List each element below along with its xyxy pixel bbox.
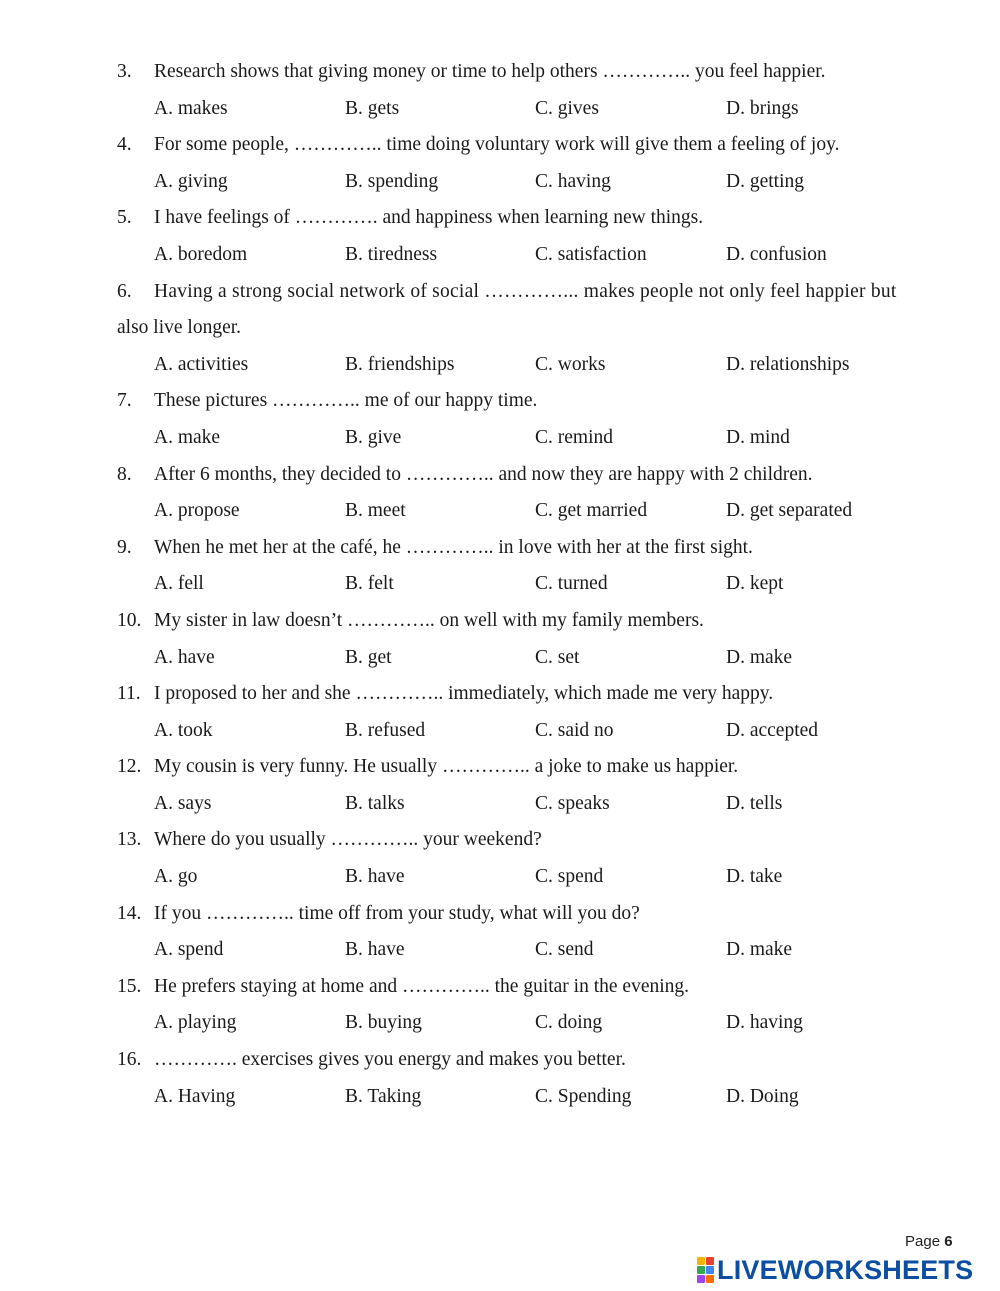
option-c[interactable]: C. satisfaction [535, 243, 647, 265]
question-12 [117, 749, 957, 786]
question-number: 13. [117, 829, 142, 851]
option-c[interactable]: C. spend [535, 866, 604, 888]
option-b[interactable]: B. have [345, 939, 405, 961]
option-b[interactable]: B. get [345, 646, 392, 668]
option-d[interactable]: D. accepted [726, 719, 819, 741]
question-number: 11. [117, 683, 141, 705]
question-number: 15. [117, 975, 142, 997]
option-d[interactable]: D. kept [726, 573, 784, 595]
option-a[interactable]: A. boredom [154, 243, 248, 265]
brand-name: LIVEWORKSHEETS [717, 1254, 974, 1285]
option-c[interactable]: C. Spending [535, 1085, 632, 1107]
liveworksheets-logo [697, 1254, 973, 1286]
question-4 [117, 127, 957, 164]
option-b[interactable]: B. talks [345, 792, 405, 814]
question-text: I proposed to her and she ………….. immediately, which made me very happy. [154, 683, 774, 705]
option-d[interactable]: D. mind [726, 426, 790, 448]
option-b[interactable]: B. have [345, 866, 405, 888]
question-text: If you ………….. time off from your study, what will you do? [154, 902, 640, 924]
option-d[interactable]: D. brings [726, 97, 799, 119]
option-a[interactable]: A. make [154, 426, 221, 448]
question-15 [117, 969, 957, 1006]
question-text: For some people, ………….. time doing voluntary work will give them a feeling of joy. [154, 134, 840, 156]
question-3 [117, 54, 957, 91]
option-c[interactable]: C. remind [535, 426, 613, 448]
question-16 [117, 1042, 957, 1079]
option-a[interactable]: A. fell [154, 573, 204, 595]
option-c[interactable]: C. gives [535, 97, 599, 119]
options-4 [117, 164, 957, 201]
options-8 [117, 493, 957, 530]
option-d[interactable]: D. get separated [726, 500, 853, 522]
question-number: 10. [117, 609, 142, 631]
option-d[interactable]: D. relationships [726, 353, 850, 375]
option-d[interactable]: D. tells [726, 792, 783, 814]
options-16 [117, 1079, 957, 1116]
question-text: My cousin is very funny. He usually ………….. a joke to make us happier. [154, 756, 739, 778]
question-text-line-2: also live longer. [117, 317, 242, 339]
option-c[interactable]: C. works [535, 353, 606, 375]
option-b[interactable]: B. spending [345, 170, 439, 192]
option-b[interactable]: B. give [345, 426, 402, 448]
option-d[interactable]: D. Doing [726, 1085, 799, 1107]
options-9 [117, 566, 957, 603]
option-b[interactable]: B. Taking [345, 1085, 422, 1107]
question-number: 3. [117, 61, 132, 82]
question-7 [117, 383, 957, 420]
question-number: 14. [117, 902, 142, 924]
option-c[interactable]: C. speaks [535, 792, 610, 814]
option-b[interactable]: B. meet [345, 500, 406, 522]
question-number: 7. [117, 390, 132, 412]
option-a[interactable]: A. activities [154, 353, 249, 375]
question-text: He prefers staying at home and ………….. the guitar in the evening. [154, 975, 690, 997]
page-number: 6 [944, 1233, 953, 1250]
question-6 [117, 274, 957, 311]
options-12 [117, 786, 957, 823]
liveworksheets-blocks-icon [697, 1257, 714, 1283]
option-d[interactable]: D. take [726, 866, 783, 888]
options-7 [117, 420, 957, 457]
question-text: …………. exercises gives you energy and makes you better. [154, 1049, 626, 1071]
option-c[interactable]: C. said no [535, 719, 614, 741]
option-b[interactable]: B. tiredness [345, 243, 438, 265]
question-number: 12. [117, 756, 142, 778]
option-d[interactable]: D. getting [726, 170, 804, 192]
options-15 [117, 1005, 957, 1042]
page-label: Page [905, 1233, 941, 1250]
options-10 [117, 640, 957, 677]
page-indicator [905, 1233, 953, 1250]
option-b[interactable]: B. felt [345, 573, 394, 595]
option-c[interactable]: C. get married [535, 500, 648, 522]
question-13 [117, 822, 957, 859]
option-b[interactable]: B. gets [345, 97, 400, 119]
options-14 [117, 932, 957, 969]
option-c[interactable]: C. having [535, 170, 611, 192]
option-b[interactable]: B. buying [345, 1012, 422, 1034]
option-a[interactable]: A. says [154, 792, 212, 814]
question-6-continued [117, 310, 957, 347]
question-text: Where do you usually ………….. your weekend? [154, 829, 542, 851]
options-11 [117, 713, 957, 750]
option-a[interactable]: A. spend [154, 939, 224, 961]
question-14 [117, 896, 957, 933]
question-5 [117, 200, 957, 237]
question-number: 16. [117, 1049, 142, 1071]
question-text: Having a strong social network of social …………... makes people not only feel happier but [154, 280, 897, 302]
option-a[interactable]: A. giving [154, 170, 228, 192]
question-text: I have feelings of …………. and happiness when learning new things. [154, 207, 704, 229]
option-c[interactable]: C. set [535, 646, 580, 668]
option-a[interactable]: A. Having [154, 1085, 236, 1107]
option-c[interactable]: C. doing [535, 1012, 603, 1034]
question-text: When he met her at the café, he ………….. in love with her at the first sight. [154, 536, 753, 558]
option-a[interactable]: A. makes [154, 97, 228, 119]
options-3 [117, 91, 957, 128]
option-b[interactable]: B. friendships [345, 353, 455, 375]
question-text: After 6 months, they decided to ………….. and now they are happy with 2 children. [154, 463, 813, 485]
option-d[interactable]: D. make [726, 646, 793, 668]
question-text: Research shows that giving money or time to help others ………….. you feel happier. [154, 61, 826, 82]
question-number: 6. [117, 280, 132, 302]
question-8 [117, 457, 957, 494]
question-text: These pictures ………….. me of our happy time. [154, 390, 538, 412]
option-c[interactable]: C. send [535, 939, 594, 961]
question-number: 5. [117, 207, 132, 229]
option-a[interactable]: A. go [154, 866, 198, 888]
option-c[interactable]: C. turned [535, 573, 608, 595]
option-a[interactable]: A. have [154, 646, 215, 668]
question-text: My sister in law doesn’t ………….. on well with my family members. [154, 609, 704, 631]
option-d[interactable]: D. having [726, 1012, 803, 1034]
question-number: 8. [117, 463, 132, 485]
question-11 [117, 676, 957, 713]
option-a[interactable]: A. playing [154, 1012, 237, 1034]
question-number: 9. [117, 536, 132, 558]
option-d[interactable]: D. make [726, 939, 793, 961]
question-9 [117, 530, 957, 567]
question-number: 4. [117, 134, 132, 156]
option-b[interactable]: B. refused [345, 719, 426, 741]
options-6 [117, 347, 957, 384]
options-13 [117, 859, 957, 896]
option-a[interactable]: A. propose [154, 500, 240, 522]
question-10 [117, 603, 957, 640]
option-d[interactable]: D. confusion [726, 243, 827, 265]
options-5 [117, 237, 957, 274]
option-a[interactable]: A. took [154, 719, 213, 741]
question-list [117, 54, 957, 1115]
